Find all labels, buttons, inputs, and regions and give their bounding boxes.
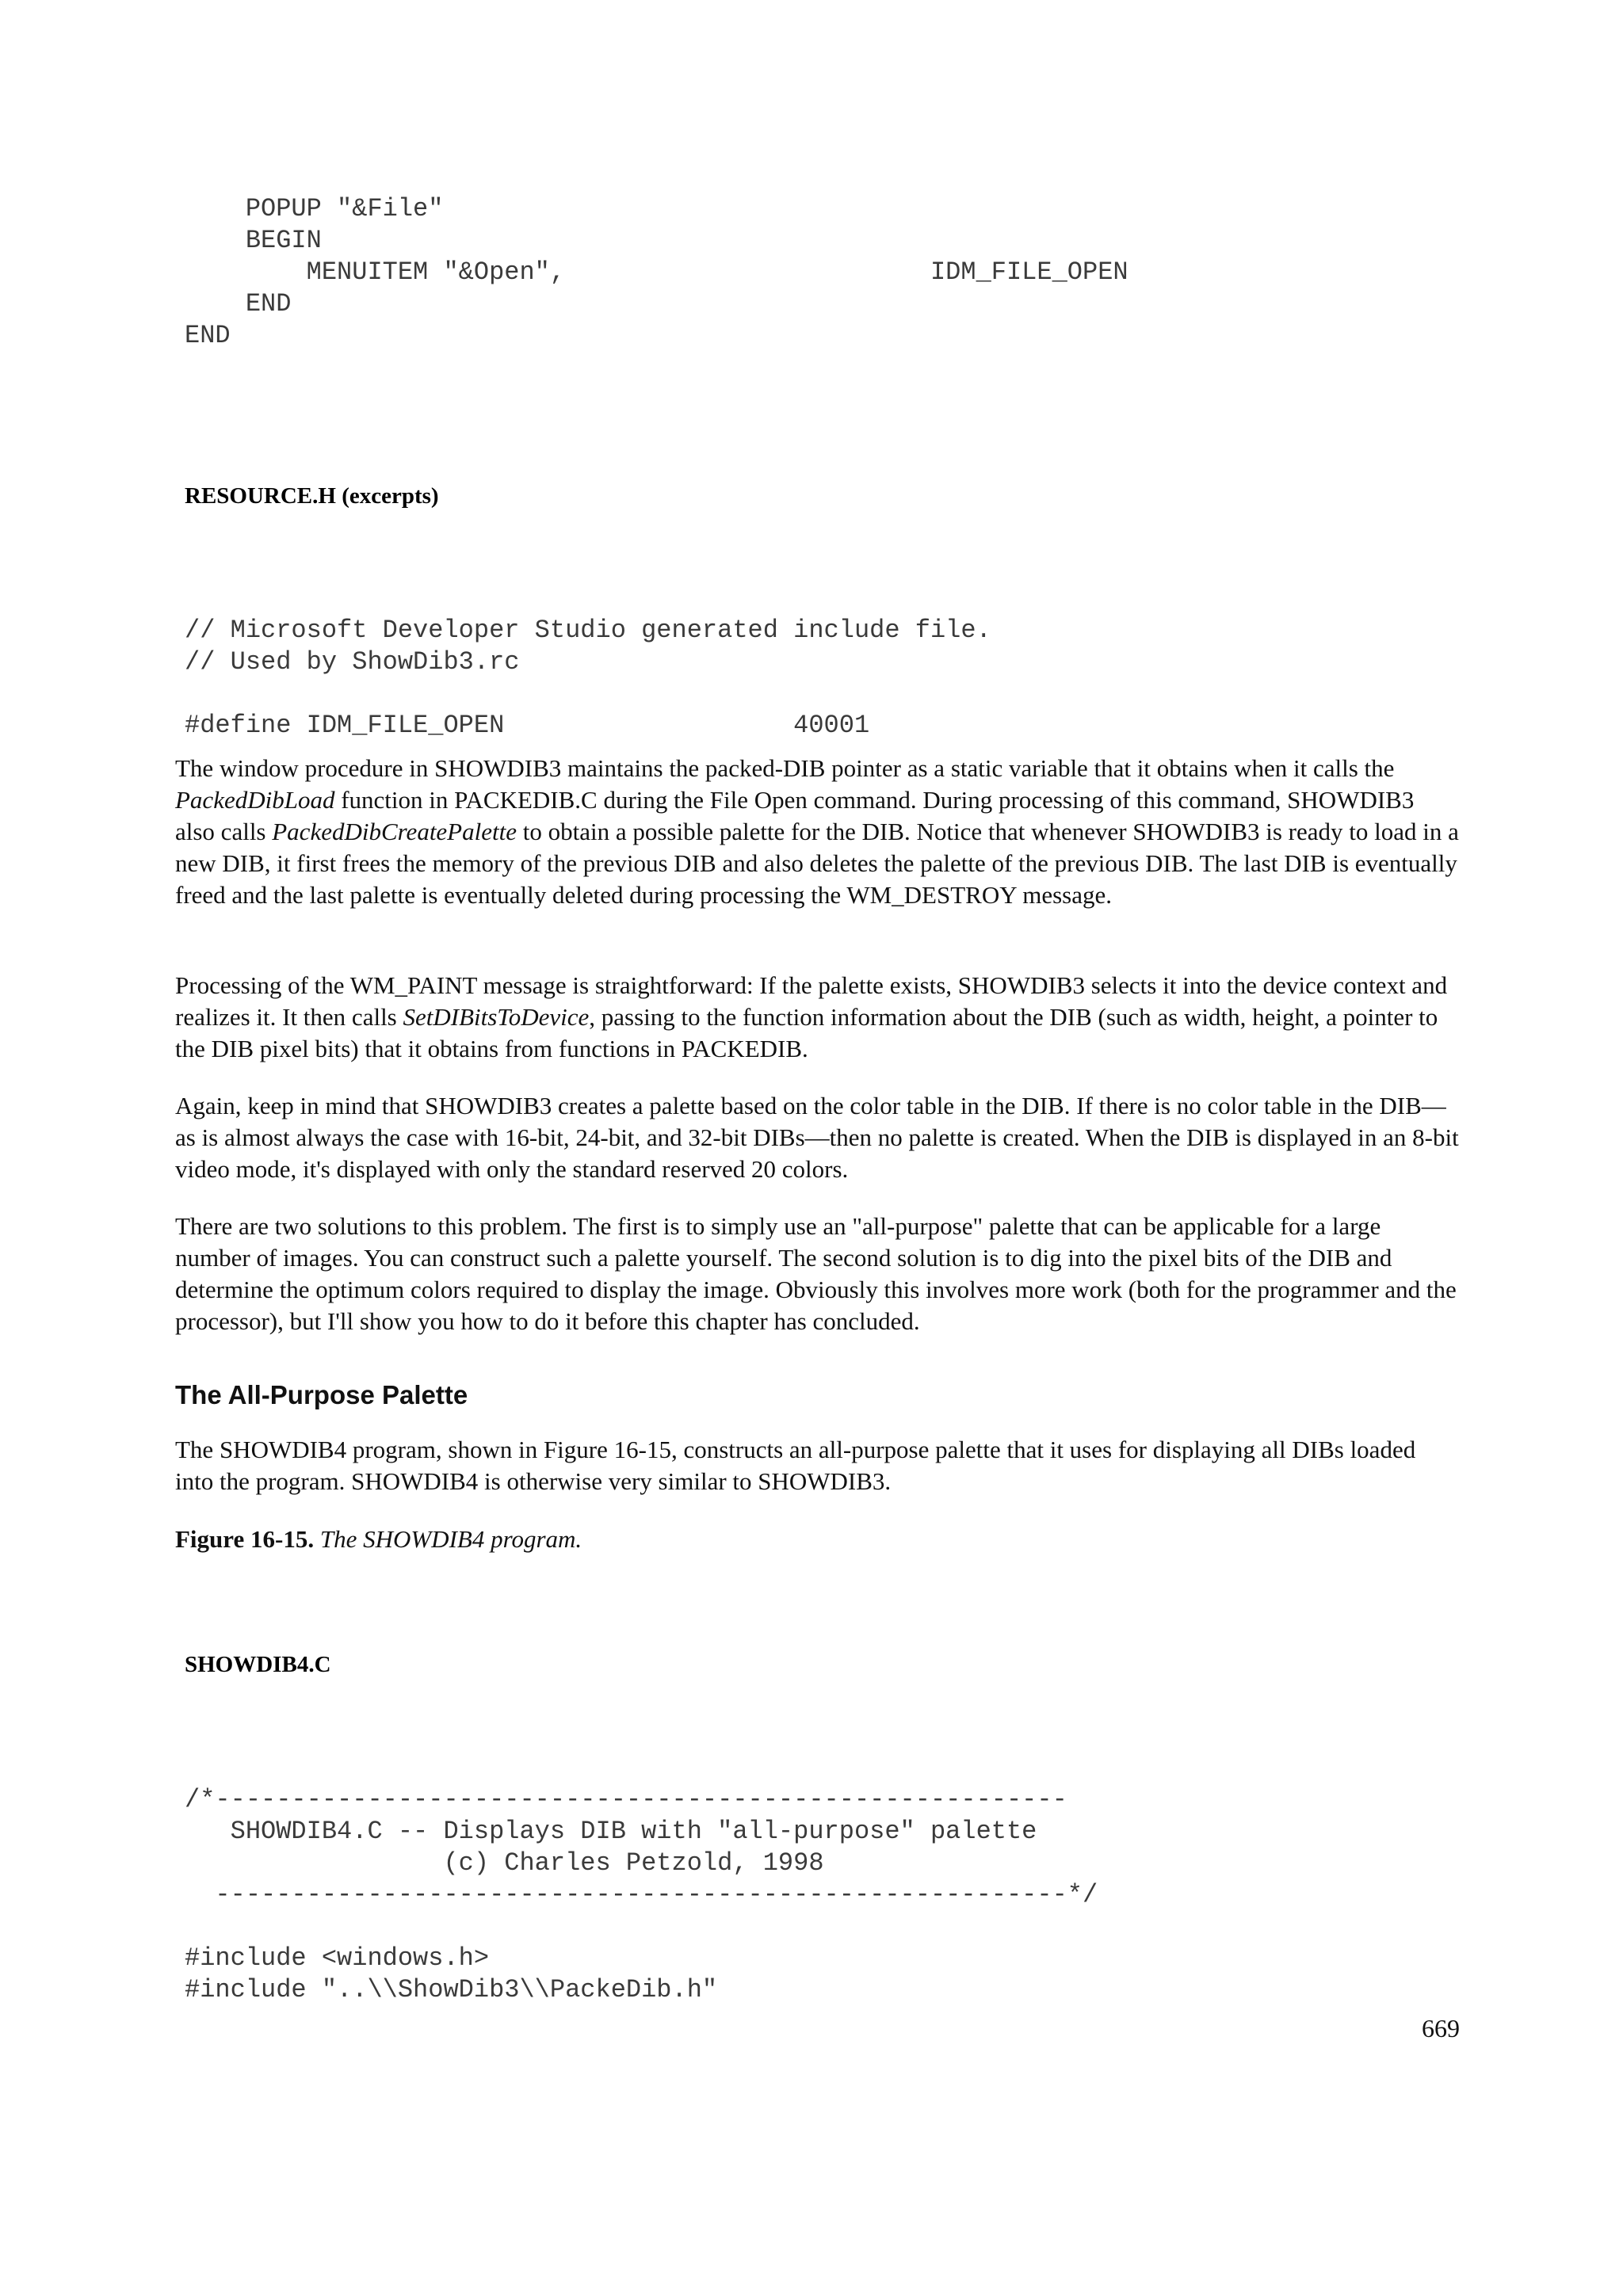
- figure-caption: [175, 1525, 582, 1554]
- paragraph-text: The window procedure in SHOWDIB3 maintains the packed-DIB pointer as a static variable that it obtains when it calls the: [175, 754, 1395, 782]
- code-line: #define IDM_FILE_OPEN 40001: [185, 711, 870, 740]
- showdib4-c-code-block: [185, 1784, 1098, 2006]
- resource-h-caption: RESOURCE.H (excerpts): [185, 483, 439, 509]
- code-line: // Microsoft Developer Studio generated include file.: [185, 616, 991, 645]
- paragraph-packed-dib-pointer: [175, 753, 1459, 911]
- paragraph-text: Processing of the WM_PAINT message is straightforward: If the palette exists, SHOWDIB3 selects it into the device context and realizes it. It then calls: [175, 971, 1448, 1031]
- function-name: PackedDibLoad: [175, 786, 335, 814]
- code-line: // Used by ShowDib3.rc: [185, 647, 520, 677]
- code-line: MENUITEM "&Open", IDM_FILE_OPEN: [185, 257, 1128, 287]
- code-line: /*--------------------------------------------------------: [185, 1785, 1067, 1814]
- code-line: (c) Charles Petzold, 1998: [185, 1848, 824, 1878]
- page-number: 669: [1422, 2014, 1460, 2042]
- code-line: POPUP "&File": [185, 194, 444, 223]
- code-line: SHOWDIB4.C -- Displays DIB with "all-purpose" palette: [185, 1817, 1037, 1846]
- code-line: END: [185, 289, 292, 318]
- code-line: BEGIN: [185, 226, 322, 255]
- rc-code-block: [185, 193, 1128, 352]
- paragraph-text: to obtain a possible palette for the DIB. Notice that whenever SHOWDIB3 is ready to load in a new DIB, it first frees the memory of the previous DIB and also deletes the palette of the previous DIB. The last DIB is eventually freed and the last palette is eventually deleted during processing the WM_DESTROY message.: [175, 818, 1459, 909]
- paragraph-text: function in PACKEDIB.C during the File Open command. During processing of this command, SHOWDIB3 also calls: [175, 786, 1415, 845]
- code-line: #include <windows.h>: [185, 1943, 490, 1973]
- code-line: #include "..\\ShowDib3\\PackeDib.h": [185, 1975, 718, 2004]
- paragraph-text: , passing to the function information about the DIB (such as width, height, a pointer to the DIB pixel bits) that it obtains from functions in PACKEDIB.: [175, 1003, 1438, 1062]
- function-name: SetDIBitsToDevice: [403, 1003, 590, 1031]
- code-line: --------------------------------------------------------*/: [185, 1880, 1098, 1909]
- paragraph-showdib4-intro: The SHOWDIB4 program, shown in Figure 16-15, constructs an all-purpose palette that it uses for displaying all DIBs loaded into the program. SHOWDIB4 is otherwise very similar to SHOWDIB3.: [175, 1436, 1416, 1495]
- figure-label: Figure 16-15.: [175, 1525, 315, 1553]
- resource-h-code-block: [185, 615, 991, 742]
- function-name: PackedDibCreatePalette: [272, 818, 517, 845]
- showdib4-c-caption: SHOWDIB4.C: [185, 1652, 331, 1677]
- code-line: END: [185, 321, 231, 350]
- code-line: [185, 678, 991, 710]
- code-line: [185, 1911, 1098, 1943]
- paragraph-two-solutions: There are two solutions to this problem. The first is to simply use an "all-purpose" palette that can be applicable for a large number of images. You can construct such a palette yourself. The second solution is to dig into the pixel bits of the DIB and determine the optimum colors required to display the image. Obviously this involves more work (both for the programmer and the processor), but I'll show you how to do it before this chapter has concluded.: [175, 1212, 1457, 1335]
- figure-title: The SHOWDIB4 program.: [319, 1525, 582, 1553]
- section-heading: The All-Purpose Palette: [175, 1380, 468, 1409]
- paragraph-color-table: Again, keep in mind that SHOWDIB3 creates a palette based on the color table in the DIB. If there is no color table in the DIB—as is almost always the case with 16-bit, 24-bit, and 32-bit DIBs—then no palette is created. When the DIB is displayed in an 8-bit video mode, it's displayed with only the standard reserved 20 colors.: [175, 1092, 1459, 1183]
- paragraph-wm-paint: [175, 970, 1459, 1065]
